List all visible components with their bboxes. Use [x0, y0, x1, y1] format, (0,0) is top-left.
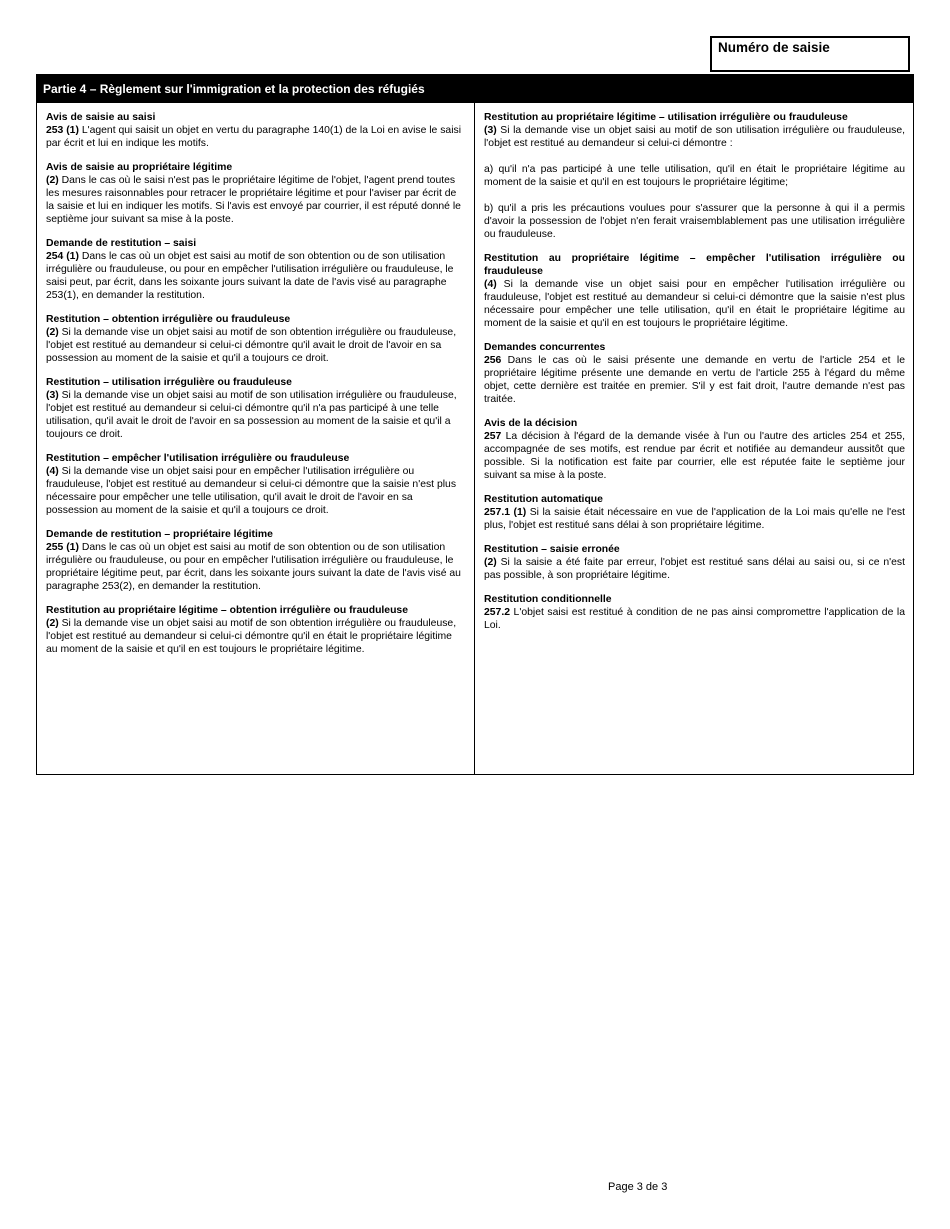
section-title: Restitution automatique — [484, 494, 603, 505]
regulation-section — [46, 376, 466, 441]
section-paragraph — [46, 617, 466, 656]
section-title: Avis de saisie au propriétaire légitime — [46, 162, 233, 173]
section-number: 256 — [484, 355, 502, 366]
section-number: 257.1 (1) — [484, 507, 527, 518]
section-number: 257.2 — [484, 607, 511, 618]
regulation-section — [484, 111, 905, 241]
regulation-section — [46, 452, 466, 517]
regulation-section — [46, 237, 466, 302]
section-paragraph — [484, 506, 905, 532]
section-paragraph — [484, 202, 905, 241]
regulation-section — [484, 252, 905, 330]
section-text: Dans le cas où le saisi présente une demande en vertu de l'article 254 et le propriétaire légitime présente une demande en vertu de l'article 255 à l'égard du même objet, cette dernière est traitée en premier. S'il y est fait droit, l'autre demande n'est pas traitée. — [484, 355, 905, 405]
section-text: Si la demande vise un objet saisi au motif de son utilisation irrégulière ou frauduleuse, l'objet est restitué au demandeur si celui-ci démontre qu'il n'a pas participé à une telle utilisation, qu'il avait le droit de l'avoir en sa possession au moment de la saisie et qu'il a toujours ce droit. — [46, 390, 457, 440]
section-number: (2) — [46, 327, 59, 338]
section-title: Demande de restitution – saisi — [46, 238, 197, 249]
section-text: b) qu'il a pris les précautions voulues pour s'assurer que la personne à qui il a permis d'avoir la possession de l'objet n'en ferait vraisemblablement pas une utilisation irrégulière ou frauduleuse. — [484, 203, 905, 240]
section-number: (4) — [484, 279, 497, 290]
section-number: (3) — [484, 125, 497, 136]
section-number: (4) — [46, 466, 59, 477]
section-title: Demande de restitution – propriétaire légitime — [46, 529, 273, 540]
regulation-section — [484, 417, 905, 482]
regulation-section — [484, 543, 905, 582]
section-paragraph — [484, 163, 905, 189]
section-title: Restitution au propriétaire légitime – utilisation irrégulière ou frauduleuse — [484, 112, 848, 123]
section-number: 253 (1) — [46, 125, 79, 136]
section-paragraph — [484, 278, 905, 330]
section-paragraph — [46, 250, 466, 302]
section-number: 255 (1) — [46, 542, 79, 553]
regulation-section — [46, 604, 466, 656]
section-paragraph — [46, 124, 466, 150]
section-title: Demandes concurrentes — [484, 342, 606, 353]
section-text: Dans le cas où un objet est saisi au motif de son obtention ou de son utilisation irrégulière ou frauduleuse, ou pour en empêcher l'utilisation irrégulière ou frauduleuse, le propriétaire légitime peut, par écrit, dans les soixante jours suivant la date de l'avis visé au paragraphe 253(2), en demander la restitution. — [46, 542, 461, 592]
section-title: Restitution – obtention irrégulière ou frauduleuse — [46, 314, 291, 325]
section-text: Si la demande vise un objet saisi pour en empêcher l'utilisation irrégulière ou frauduleuse, l'objet est restitué au demandeur si celui-ci démontre que la saisie n'est plus nécessaire pour empêcher une telle utilisation, qu'il avait le droit de l'avoir en sa possession au moment de la saisie et qu'il a toujours ce droit. — [46, 466, 457, 516]
regulation-section — [46, 313, 466, 365]
section-text: Si la demande vise un objet saisi pour en empêcher l'utilisation irrégulière ou frauduleuse, l'objet est restitué au demandeur si celui-ci démontre que la saisie n'est plus nécessaire pour empêcher une telle utilisation, qu'il en était le propriétaire légitime au moment de la saisie et qu'il en est toujours le propriétaire légitime. — [484, 279, 905, 329]
section-title: Restitution – utilisation irrégulière ou frauduleuse — [46, 377, 292, 388]
regulation-section — [484, 493, 905, 532]
regulation-section — [46, 161, 466, 226]
regulation-section — [46, 111, 466, 150]
page-number: Page 3 de 3 — [608, 1181, 668, 1193]
section-title: Avis de la décision — [484, 418, 578, 429]
regulations-columns — [37, 103, 913, 774]
section-number: (3) — [46, 390, 59, 401]
section-text: Si la demande vise un objet saisi au motif de son obtention irrégulière ou frauduleuse, l'objet est restitué au demandeur si celui-ci démontre qu'il avait le droit de l'avoir en sa possession au moment de la saisie et qu'il a toujours ce droit. — [46, 327, 457, 364]
section-text: Si la demande vise un objet saisi au motif de son obtention irrégulière ou frauduleuse, l'objet est restitué au demandeur si celui-ci démontre qu'il en était le propriétaire légitime au moment de la saisie et qu'il en est toujours le propriétaire légitime. — [46, 618, 457, 655]
section-paragraph — [484, 354, 905, 406]
section-paragraph — [484, 124, 905, 150]
section-number: 257 — [484, 431, 502, 442]
section-text: L'objet saisi est restitué à condition de ne pas ainsi compromettre l'application de la Loi. — [484, 607, 905, 631]
section-title: Restitution – saisie erronée — [484, 544, 620, 555]
section-text: Dans le cas où le saisi n'est pas le propriétaire légitime de l'objet, l'agent prend toutes les mesures raisonnables pour retracer le propriétaire légitime et pour l'aviser par écrit de la saisie et lui en indiquer les motifs. Si l'avis est envoyé par courrier, il est réputé donné le septième jour suivant sa mise à la poste. — [46, 175, 461, 225]
regulation-section — [484, 593, 905, 632]
regulation-section — [484, 341, 905, 406]
section-paragraph — [484, 606, 905, 632]
section-text: Si la saisie a été faite par erreur, l'objet est restitué sans délai au saisi ou, si ce n'est pas possible, à son propriétaire légitime. — [484, 557, 905, 581]
section-paragraph — [484, 556, 905, 582]
section-text: Dans le cas où un objet est saisi au motif de son obtention ou de son utilisation irrégulière ou frauduleuse, ou pour en empêcher l'utilisation irrégulière ou frauduleuse, le saisi peut, par écrit, dans les soixante jours suivant la date de l'avis visé au paragraphe 253(1), en demander la restitution. — [46, 251, 454, 301]
regulation-section — [46, 528, 466, 593]
section-number: (2) — [46, 175, 59, 186]
section-number: 254 (1) — [46, 251, 79, 262]
section-text: La décision à l'égard de la demande visée à l'un ou l'autre des articles 254 et 255, accompagnée de ses motifs, est rendue par écrit et notifiée au demandeur aussitôt que possible. Si la notification est faite par courrier, elle est réputée faite le septième jour suivant sa mise à la poste. — [484, 431, 905, 481]
section-paragraph — [484, 430, 905, 482]
section-paragraph — [46, 174, 466, 226]
right-column — [475, 103, 913, 774]
section-number: (2) — [46, 618, 59, 629]
section-title: Restitution conditionnelle — [484, 594, 612, 605]
seizure-number-field[interactable] — [710, 36, 910, 72]
part-header: Partie 4 – Règlement sur l'immigration et la protection des réfugiés — [37, 75, 913, 103]
section-title: Avis de saisie au saisi — [46, 112, 156, 123]
section-text: Si la demande vise un objet saisi au motif de son utilisation irrégulière ou frauduleuse, l'objet est restitué au demandeur si celui-ci démontre : — [484, 125, 905, 149]
section-text: Si la saisie était nécessaire en vue de l'application de la Loi mais qu'elle ne l'est plus, l'objet est restitué sans délai à son propriétaire légitime. — [484, 507, 905, 531]
section-text: a) qu'il n'a pas participé à une telle utilisation, qu'il en était le propriétaire légitime au moment de la saisie et qu'il en est toujours le propriétaire légitime; — [484, 164, 905, 188]
left-column — [37, 103, 475, 774]
section-paragraph — [46, 541, 466, 593]
section-text: L'agent qui saisit un objet en vertu du paragraphe 140(1) de la Loi en avise le saisi par écrit et lui en indique les motifs. — [46, 125, 462, 149]
section-paragraph — [46, 465, 466, 517]
section-title: Restitution au propriétaire légitime – obtention irrégulière ou frauduleuse — [46, 605, 408, 616]
section-paragraph — [46, 389, 466, 441]
section-title: Restitution au propriétaire légitime – empêcher l'utilisation irrégulière ou frauduleuse — [484, 253, 905, 277]
section-paragraph — [46, 326, 466, 365]
regulations-frame — [36, 74, 914, 775]
seizure-number-label: Numéro de saisie — [718, 40, 830, 55]
section-number: (2) — [484, 557, 497, 568]
section-title: Restitution – empêcher l'utilisation irrégulière ou frauduleuse — [46, 453, 350, 464]
